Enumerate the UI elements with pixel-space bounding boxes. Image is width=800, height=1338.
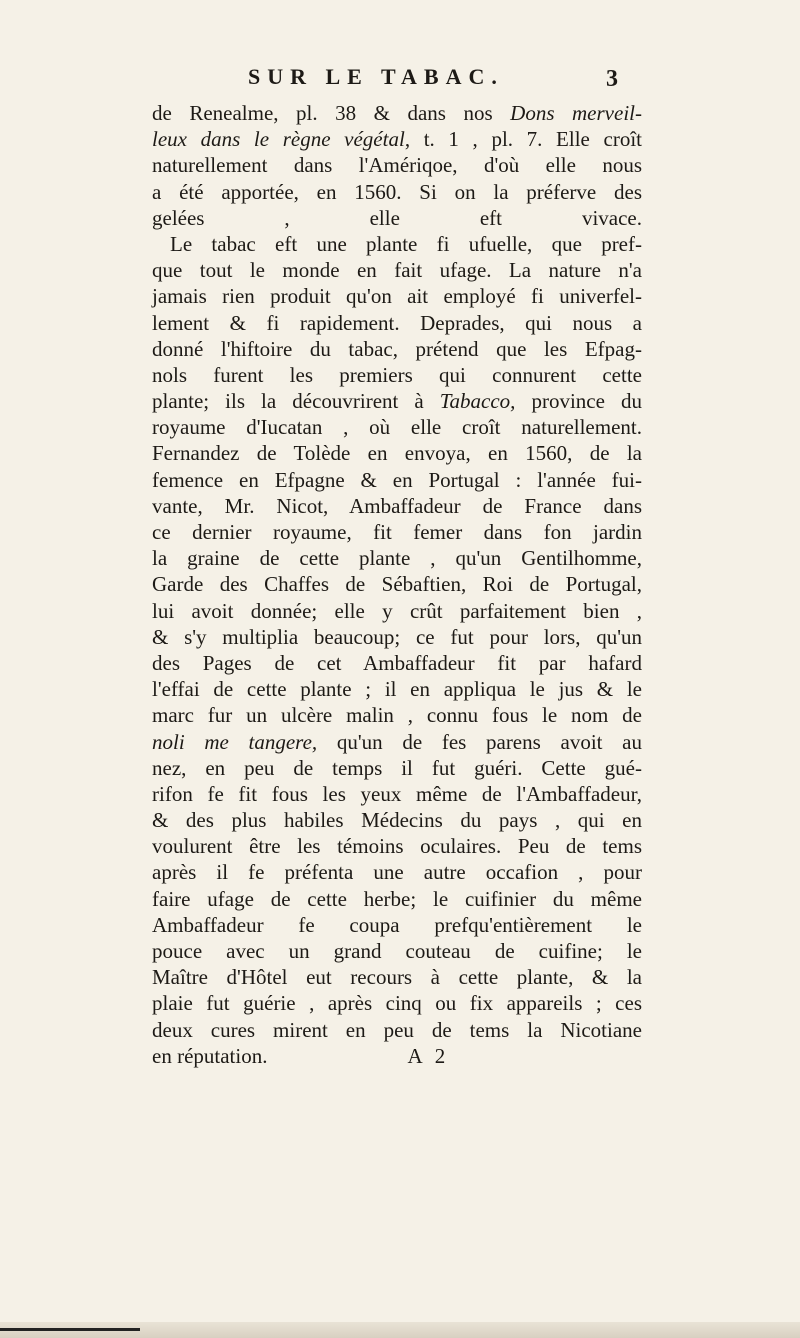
italic-run: noli me tangere, <box>152 729 318 754</box>
text-run: deux cures mirent en peu de tems la Nicotiane <box>152 1017 642 1042</box>
text-run: Le tabac eft une plante fi ufuelle, que pref- <box>170 231 642 256</box>
text-run: des Pages de cet Ambaffadeur fit par hafard <box>152 650 642 675</box>
text-line <box>152 310 642 336</box>
text-run: & des plus habiles Médecins du pays , qui en <box>152 808 642 833</box>
text-line <box>152 440 642 466</box>
text-run: , t. 1 , pl. 7. Elle croît <box>404 127 642 152</box>
text-line <box>152 598 642 624</box>
text-run: naturellement dans l'Amériqoe, d'où elle nous <box>152 153 642 178</box>
text-line <box>152 964 642 990</box>
body-text <box>152 100 642 1069</box>
text-line <box>152 938 642 964</box>
running-head <box>0 60 800 96</box>
text-run: nez, en peu de temps il fut guéri. Cette gué- <box>152 755 642 780</box>
text-run: & s'y multiplia beaucoup; ce fut pour lors, qu'un <box>152 624 642 649</box>
text-run: Ambaffadeur fe coupa prefqu'entièrement le <box>152 912 642 937</box>
text-run: voulurent être les témoins oculaires. Peu de tems <box>152 834 642 859</box>
text-run: rifon fe fit fous les yeux même de l'Ambaffadeur, <box>152 781 642 806</box>
text-line <box>152 231 642 257</box>
italic-run: leux dans le règne végétal <box>152 127 405 152</box>
page-edge-rule <box>0 1328 140 1331</box>
text-run: plante; ils la découvrirent à <box>152 389 440 414</box>
italic-run: Tabacco, <box>439 389 516 414</box>
text-run: Maître d'Hôtel eut recours à cette plante, & la <box>152 965 642 990</box>
text-run: vante, Mr. Nicot, Ambaffadeur de France dans <box>152 493 642 518</box>
text-line <box>152 912 642 938</box>
text-run: Garde des Chaffes de Sébaftien, Roi de Portugal, <box>152 572 642 597</box>
text-line <box>152 729 642 755</box>
text-run: royaume d'Iucatan , où elle croît naturellement. <box>152 415 642 440</box>
text-run: ce dernier royaume, fit femer dans fon jardin <box>152 520 642 544</box>
text-line <box>152 336 642 362</box>
text-run: jamais rien produit qu'on ait employé fi univerfel- <box>152 284 642 309</box>
text-line <box>152 205 642 231</box>
text-run: pouce avec un grand couteau de cuifine; le <box>152 939 642 963</box>
text-line <box>152 467 642 493</box>
text-run: l'effai de cette plante ; il en appliqua le jus & le <box>152 677 642 702</box>
text-line <box>152 388 642 414</box>
text-line <box>152 755 642 781</box>
text-line <box>152 1017 642 1043</box>
page-number: 3 <box>606 66 618 92</box>
text-line <box>152 493 642 519</box>
text-line <box>152 519 642 545</box>
text-line <box>152 126 642 152</box>
text-run: qu'un de fes parens avoit au <box>317 729 642 754</box>
text-run: lui avoit donnée; elle y crût parfaitement bien , <box>152 598 642 623</box>
text-line <box>152 833 642 859</box>
text-run: après il fe préfenta une autre occafion , pour <box>152 860 642 885</box>
text-line <box>152 414 642 440</box>
text-line <box>152 807 642 833</box>
text-line <box>152 702 642 728</box>
text-line <box>152 1043 642 1069</box>
text-run: province du <box>515 389 642 414</box>
text-run: que tout le monde en fait ufage. La nature n'a <box>152 258 642 283</box>
text-run: a été apportée, en 1560. Si on la préferve des <box>152 179 642 204</box>
running-head-title: SUR LE TABAC. <box>248 64 504 89</box>
text-run: la graine de cette plante , qu'un Gentilhomme, <box>152 546 642 571</box>
text-line <box>152 257 642 283</box>
text-run: Fernandez de Tolède en envoya, en 1560, de la <box>152 441 642 466</box>
text-line <box>152 152 642 178</box>
text-run: femence en Efpagne & en Portugal : l'année fui- <box>152 467 642 492</box>
text-line <box>152 545 642 571</box>
text-run: nols furent les premiers qui connurent cette <box>152 362 642 387</box>
text-run: gelées , elle eft vivace. <box>152 205 642 230</box>
text-run: plaie fut guérie , après cinq ou fix appareils ; ces <box>152 991 642 1016</box>
text-line <box>152 650 642 676</box>
text-run: en réputation. <box>152 1043 268 1068</box>
text-line <box>152 781 642 807</box>
text-line <box>152 676 642 702</box>
text-line <box>152 886 642 912</box>
text-line <box>152 362 642 388</box>
text-line <box>152 283 642 309</box>
text-run: donné l'hiftoire du tabac, prétend que les Efpag- <box>152 336 642 361</box>
text-line <box>152 179 642 205</box>
text-line <box>152 100 642 126</box>
text-run: marc fur un ulcère malin , connu fous le nom de <box>152 703 642 728</box>
text-run: lement & fi rapidement. Deprades, qui nous a <box>152 310 642 335</box>
text-line <box>152 624 642 650</box>
text-line <box>152 859 642 885</box>
italic-run: Dons merveil- <box>510 101 642 125</box>
text-run: de Renealme, pl. 38 & dans nos <box>152 101 511 125</box>
text-line <box>152 571 642 597</box>
signature-mark: A 2 <box>407 1043 450 1068</box>
text-run: faire ufage de cette herbe; le cuifinier du même <box>152 886 642 911</box>
text-line <box>152 990 642 1016</box>
